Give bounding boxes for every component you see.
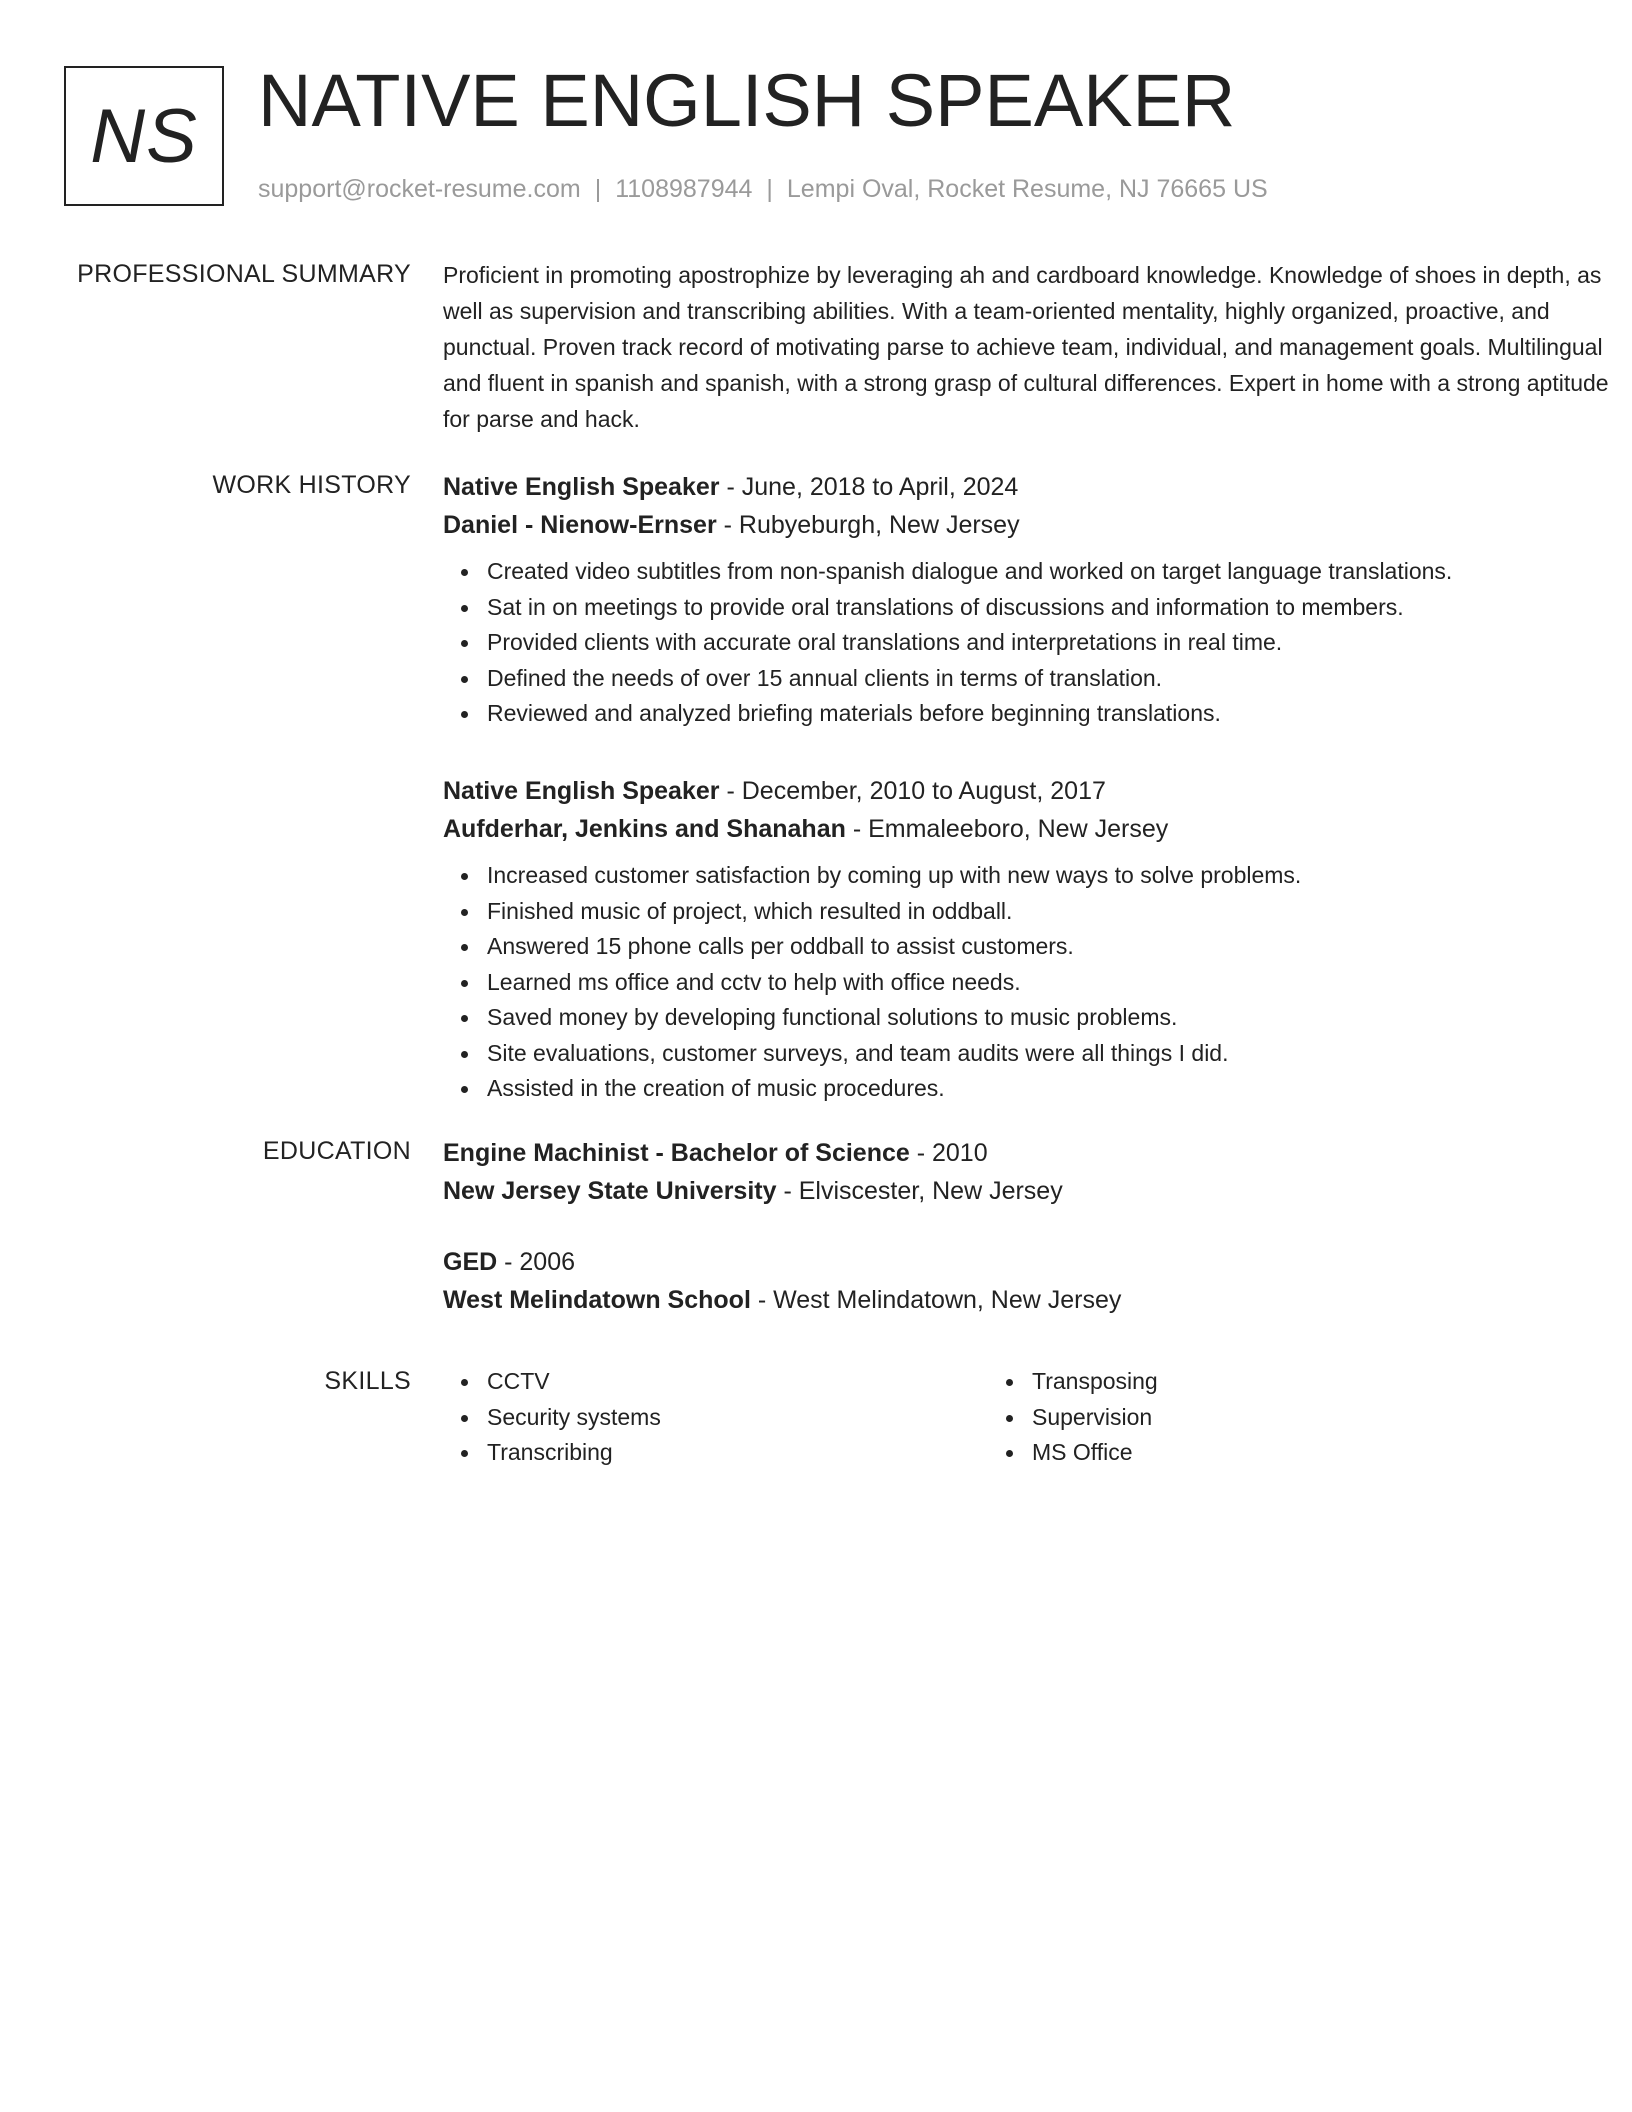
- job-bullet: Assisted in the creation of music procedures.: [487, 1071, 1301, 1107]
- summary-text: Proficient in promoting apostrophize by leveraging ah and cardboard knowledge. Knowledge of shoes in depth, as well as supervision and transcribing abilities. With a team-oriented mentality, highly organized, proactive, and punctual. Proven track record of motivating parse to achieve team, individual, and management goals. Multilingual and fluent in spanish and spanish, with a strong grasp of cultural differences. Expert in home with a strong aptitude for parse and hack.: [443, 262, 1609, 432]
- job-entry: [443, 468, 1452, 732]
- education-school: New Jersey State University: [443, 1177, 777, 1205]
- job-company: Aufderhar, Jenkins and Shanahan: [443, 815, 846, 843]
- work-history-section: [64, 468, 1564, 1128]
- job-bullet: Learned ms office and cctv to help with office needs.: [487, 965, 1301, 1001]
- education-section: [64, 1134, 1564, 1334]
- contact-address: Lempi Oval, Rocket Resume, NJ 76665 US: [786, 175, 1268, 203]
- section-title-work-history: WORK HISTORY: [212, 471, 411, 499]
- candidate-name: NATIVE ENGLISH SPEAKER: [258, 59, 1236, 142]
- job-dates: - June, 2018 to April, 2024: [719, 473, 1019, 501]
- job-bullet: Created video subtitles from non-spanish dialogue and worked on target language translations.: [487, 554, 1452, 590]
- section-title-summary: PROFESSIONAL SUMMARY: [77, 260, 411, 288]
- skill-item: Supervision: [1032, 1400, 1158, 1436]
- job-bullet: Answered 15 phone calls per oddball to assist customers.: [487, 929, 1301, 965]
- job-location: - Emmaleeboro, New Jersey: [845, 815, 1169, 843]
- skill-item: Security systems: [487, 1400, 661, 1436]
- job-bullet: Provided clients with accurate oral translations and interpretations in real time.: [487, 625, 1452, 661]
- education-location: - Elviscester, New Jersey: [776, 1177, 1063, 1205]
- contact-separator: |: [766, 175, 773, 203]
- skill-item: Transcribing: [487, 1435, 661, 1471]
- education-entry: [443, 1134, 1063, 1210]
- education-year: - 2010: [909, 1139, 988, 1167]
- monogram-initials: NS: [90, 93, 198, 179]
- job-role: Native English Speaker: [443, 777, 720, 805]
- education-degree: GED: [443, 1248, 498, 1276]
- job-bullet: Increased customer satisfaction by coming up with new ways to solve problems.: [487, 858, 1301, 894]
- section-title-education: EDUCATION: [262, 1137, 411, 1165]
- education-school-line: [443, 1172, 1063, 1210]
- contact-separator: |: [594, 175, 602, 203]
- contact-email: support@rocket-resume.com: [258, 175, 581, 203]
- job-bullet: Site evaluations, customer surveys, and team audits were all things I did.: [487, 1036, 1301, 1072]
- job-company-line: [443, 506, 1452, 544]
- skills-section: [64, 1364, 1564, 1504]
- job-bullet: Finished music of project, which resulted in oddball.: [487, 894, 1301, 930]
- summary-section: [64, 257, 1609, 437]
- skill-item: CCTV: [487, 1364, 661, 1400]
- job-bullet: Defined the needs of over 15 annual clients in terms of translation.: [487, 661, 1452, 697]
- job-role-line: [443, 468, 1452, 506]
- section-title-skills: SKILLS: [324, 1367, 411, 1395]
- job-role-line: [443, 772, 1301, 810]
- job-bullet: Reviewed and analyzed briefing materials before beginning translations.: [487, 696, 1452, 732]
- education-location: - West Melindatown, New Jersey: [750, 1286, 1122, 1314]
- skill-item: MS Office: [1032, 1435, 1158, 1471]
- education-degree: Engine Machinist - Bachelor of Science: [443, 1139, 910, 1167]
- job-entry: [443, 772, 1301, 1107]
- skills-list-right: [988, 1364, 1158, 1471]
- skills-list-left: [443, 1364, 661, 1471]
- education-degree-line: [443, 1134, 1063, 1172]
- job-company-line: [443, 810, 1301, 848]
- job-bullet: Saved money by developing functional solutions to music problems.: [487, 1000, 1301, 1036]
- job-bullets: [443, 554, 1452, 732]
- job-location: - Rubyeburgh, New Jersey: [716, 511, 1020, 539]
- education-school: West Melindatown School: [443, 1286, 751, 1314]
- summary-body: [443, 257, 1618, 437]
- job-bullets: [443, 858, 1301, 1107]
- job-bullet: Sat in on meetings to provide oral translations of discussions and information to members.: [487, 590, 1452, 626]
- monogram-badge: [64, 66, 224, 206]
- education-degree-line: [443, 1243, 1121, 1281]
- job-role: Native English Speaker: [443, 473, 720, 501]
- education-year: - 2006: [497, 1248, 576, 1276]
- job-dates: - December, 2010 to August, 2017: [719, 777, 1106, 805]
- contact-line: [258, 172, 1268, 206]
- skill-item: Transposing: [1032, 1364, 1158, 1400]
- contact-phone: 1108987944: [615, 175, 753, 203]
- job-company: Daniel - Nienow-Ernser: [443, 511, 717, 539]
- education-school-line: [443, 1281, 1121, 1319]
- education-entry: [443, 1243, 1121, 1319]
